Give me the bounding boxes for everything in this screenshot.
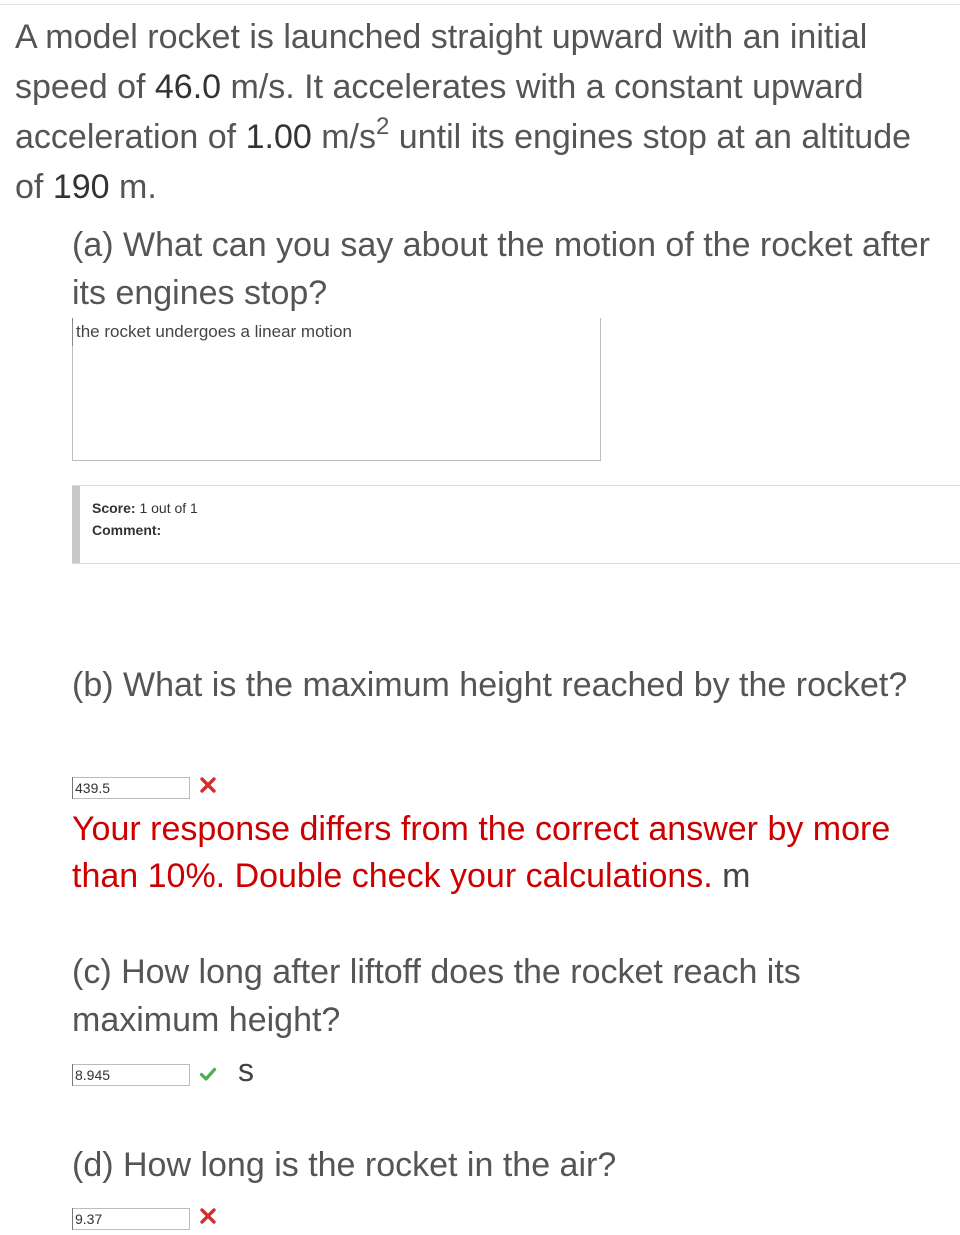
exponent: 2: [376, 112, 390, 140]
intro-text-3: m/s: [311, 118, 376, 156]
intro-text-2: m/s. It accelerates with a constant upward acceleration of: [15, 68, 864, 156]
intro-text-5: m.: [109, 168, 157, 206]
cross-icon: [199, 1207, 217, 1225]
intro-text-1: A model rocket is launched straight upward with an initial speed of: [15, 18, 868, 106]
question-a: (a) What can you say about the motion of the rocket after its engines stop?: [72, 226, 931, 312]
question-b: (b) What is the maximum height reached by the rocket?: [72, 666, 908, 704]
cross-icon: [199, 776, 217, 794]
answer-b-input[interactable]: 439.5: [72, 777, 190, 799]
initial-speed-value: 46.0: [154, 68, 222, 106]
answer-a-textarea[interactable]: the rocket undergoes a linear motion: [72, 318, 601, 461]
feedback-b-text: Your response differs from the correct answer by more than 10%. Double check your calculations.: [72, 810, 891, 895]
score-line: [92, 500, 198, 516]
score-panel: [72, 485, 960, 564]
comment-label: Comment:: [92, 522, 162, 538]
score-label: Score:: [92, 500, 136, 516]
problem-statement: [15, 12, 945, 212]
top-divider: [0, 4, 960, 5]
check-icon: [199, 1065, 217, 1083]
comment-line: [92, 522, 161, 538]
acceleration-value: 1.00: [245, 118, 312, 156]
unit-c: s: [238, 1052, 254, 1088]
answer-c-input[interactable]: 8.945: [72, 1064, 190, 1086]
question-c: (c) How long after liftoff does the rocket reach its maximum height?: [72, 953, 801, 1039]
score-panel-accent: [72, 486, 80, 563]
intro-text-4: until its engines stop at an altitude of: [15, 118, 912, 206]
answer-d-input[interactable]: 9.37: [72, 1208, 190, 1230]
question-d: (d) How long is the rocket in the air?: [72, 1146, 617, 1184]
altitude-value: 190: [52, 168, 110, 206]
score-value: 1 out of 1: [139, 500, 198, 516]
unit-b: m: [722, 857, 751, 895]
feedback-b: [72, 806, 942, 900]
